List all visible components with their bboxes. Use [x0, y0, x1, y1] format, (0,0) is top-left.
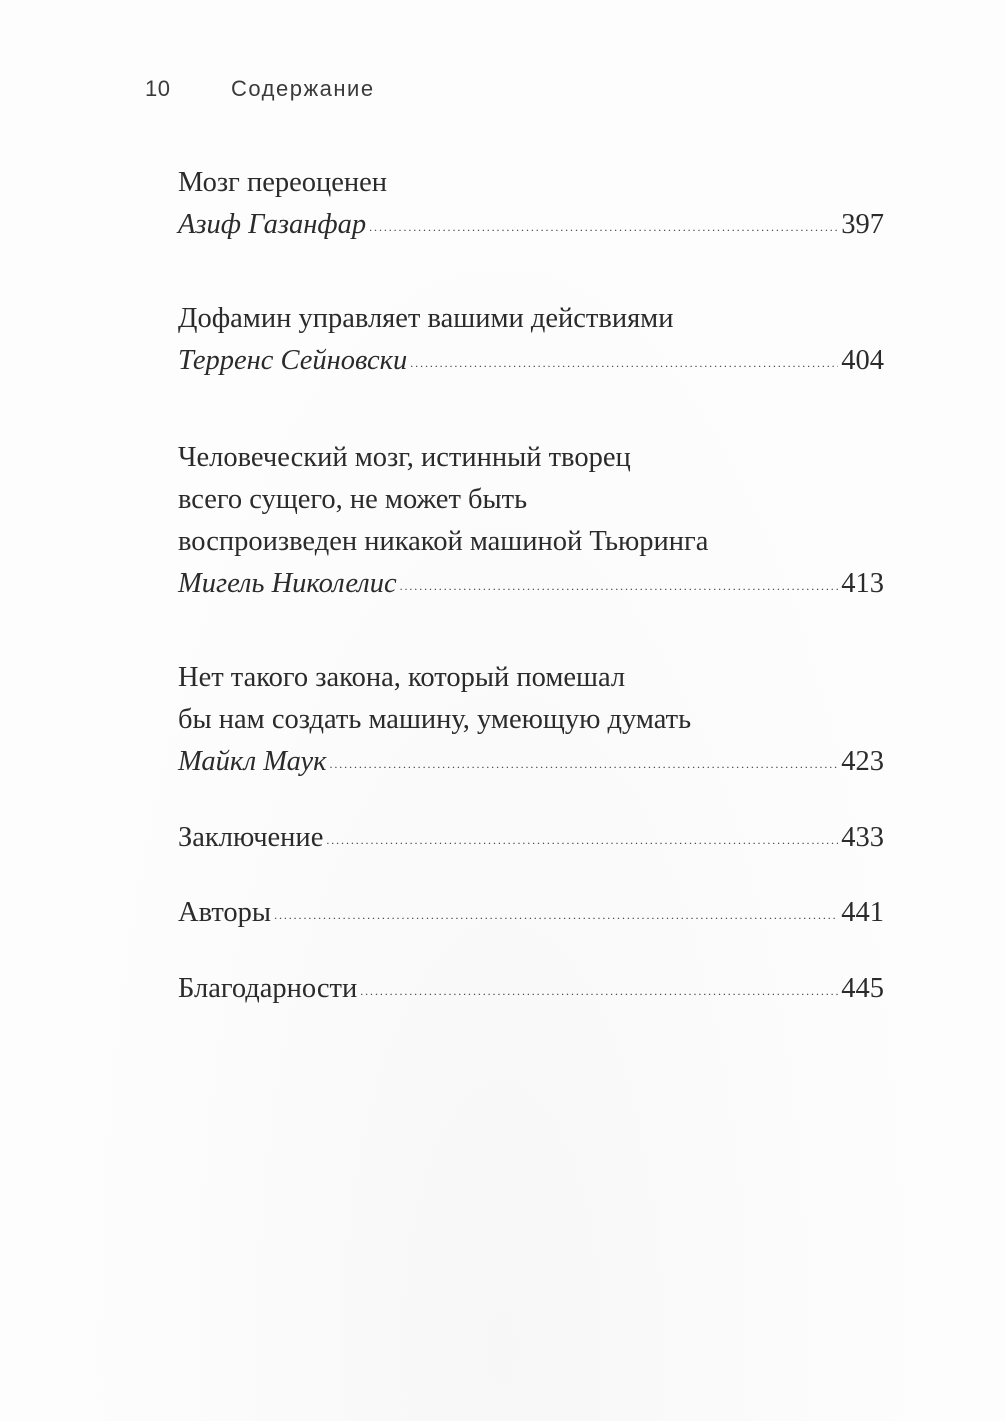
section-page-number: 433 [841, 822, 884, 853]
dot-leader [326, 819, 838, 861]
entry-author-row[interactable] [178, 741, 884, 783]
toc-entry [178, 657, 884, 783]
toc-entry [178, 162, 884, 246]
entry-title-line: Человеческий мозг, истинный творец [178, 442, 631, 473]
entry-title: Мозг переоценен [178, 167, 388, 198]
entry-page-number: 404 [841, 345, 884, 376]
entry-author-row[interactable] [178, 340, 884, 382]
entry-title-line: Нет такого закона, который помешал [178, 662, 626, 693]
dot-leader [360, 970, 838, 1012]
entry-title-line: бы нам создать машину, умеющую думать [178, 704, 692, 735]
entry-author-row[interactable] [178, 204, 884, 246]
running-head [145, 76, 375, 102]
table-of-contents [178, 162, 884, 1010]
section-title: Заключение [178, 822, 324, 853]
entry-page-number: 397 [841, 209, 884, 240]
running-title: Содержание [231, 76, 375, 101]
section-page-number: 445 [841, 973, 884, 1004]
dot-leader [400, 565, 839, 607]
entry-author: Азиф Газанфар [178, 209, 367, 240]
dot-leader [274, 894, 838, 936]
entry-author: Терренс Сейновски [178, 345, 408, 376]
dot-leader [369, 206, 838, 248]
dot-leader [410, 342, 838, 384]
entry-title-line: всего сущего, не может быть [178, 484, 528, 515]
entry-author: Мигель Николелис [178, 568, 397, 599]
toc-entry [178, 298, 884, 382]
toc-section-authors[interactable] [178, 892, 884, 934]
toc-section-acknowledgements[interactable] [178, 968, 884, 1010]
section-page-number: 441 [841, 897, 884, 928]
entry-author-row[interactable] [178, 563, 884, 605]
section-title: Благодарности [178, 973, 358, 1004]
entry-title-line: воспроизведен никакой машиной Тьюринга [178, 526, 709, 557]
entry-author: Майкл Маук [178, 746, 327, 777]
toc-entry [178, 437, 884, 605]
page-number: 10 [145, 76, 171, 101]
entry-title: Дофамин управляет вашими действиями [178, 303, 674, 334]
entry-page-number: 413 [841, 568, 884, 599]
toc-section-conclusion[interactable] [178, 817, 884, 859]
entry-page-number: 423 [841, 746, 884, 777]
dot-leader [329, 743, 838, 785]
section-title: Авторы [178, 897, 272, 928]
